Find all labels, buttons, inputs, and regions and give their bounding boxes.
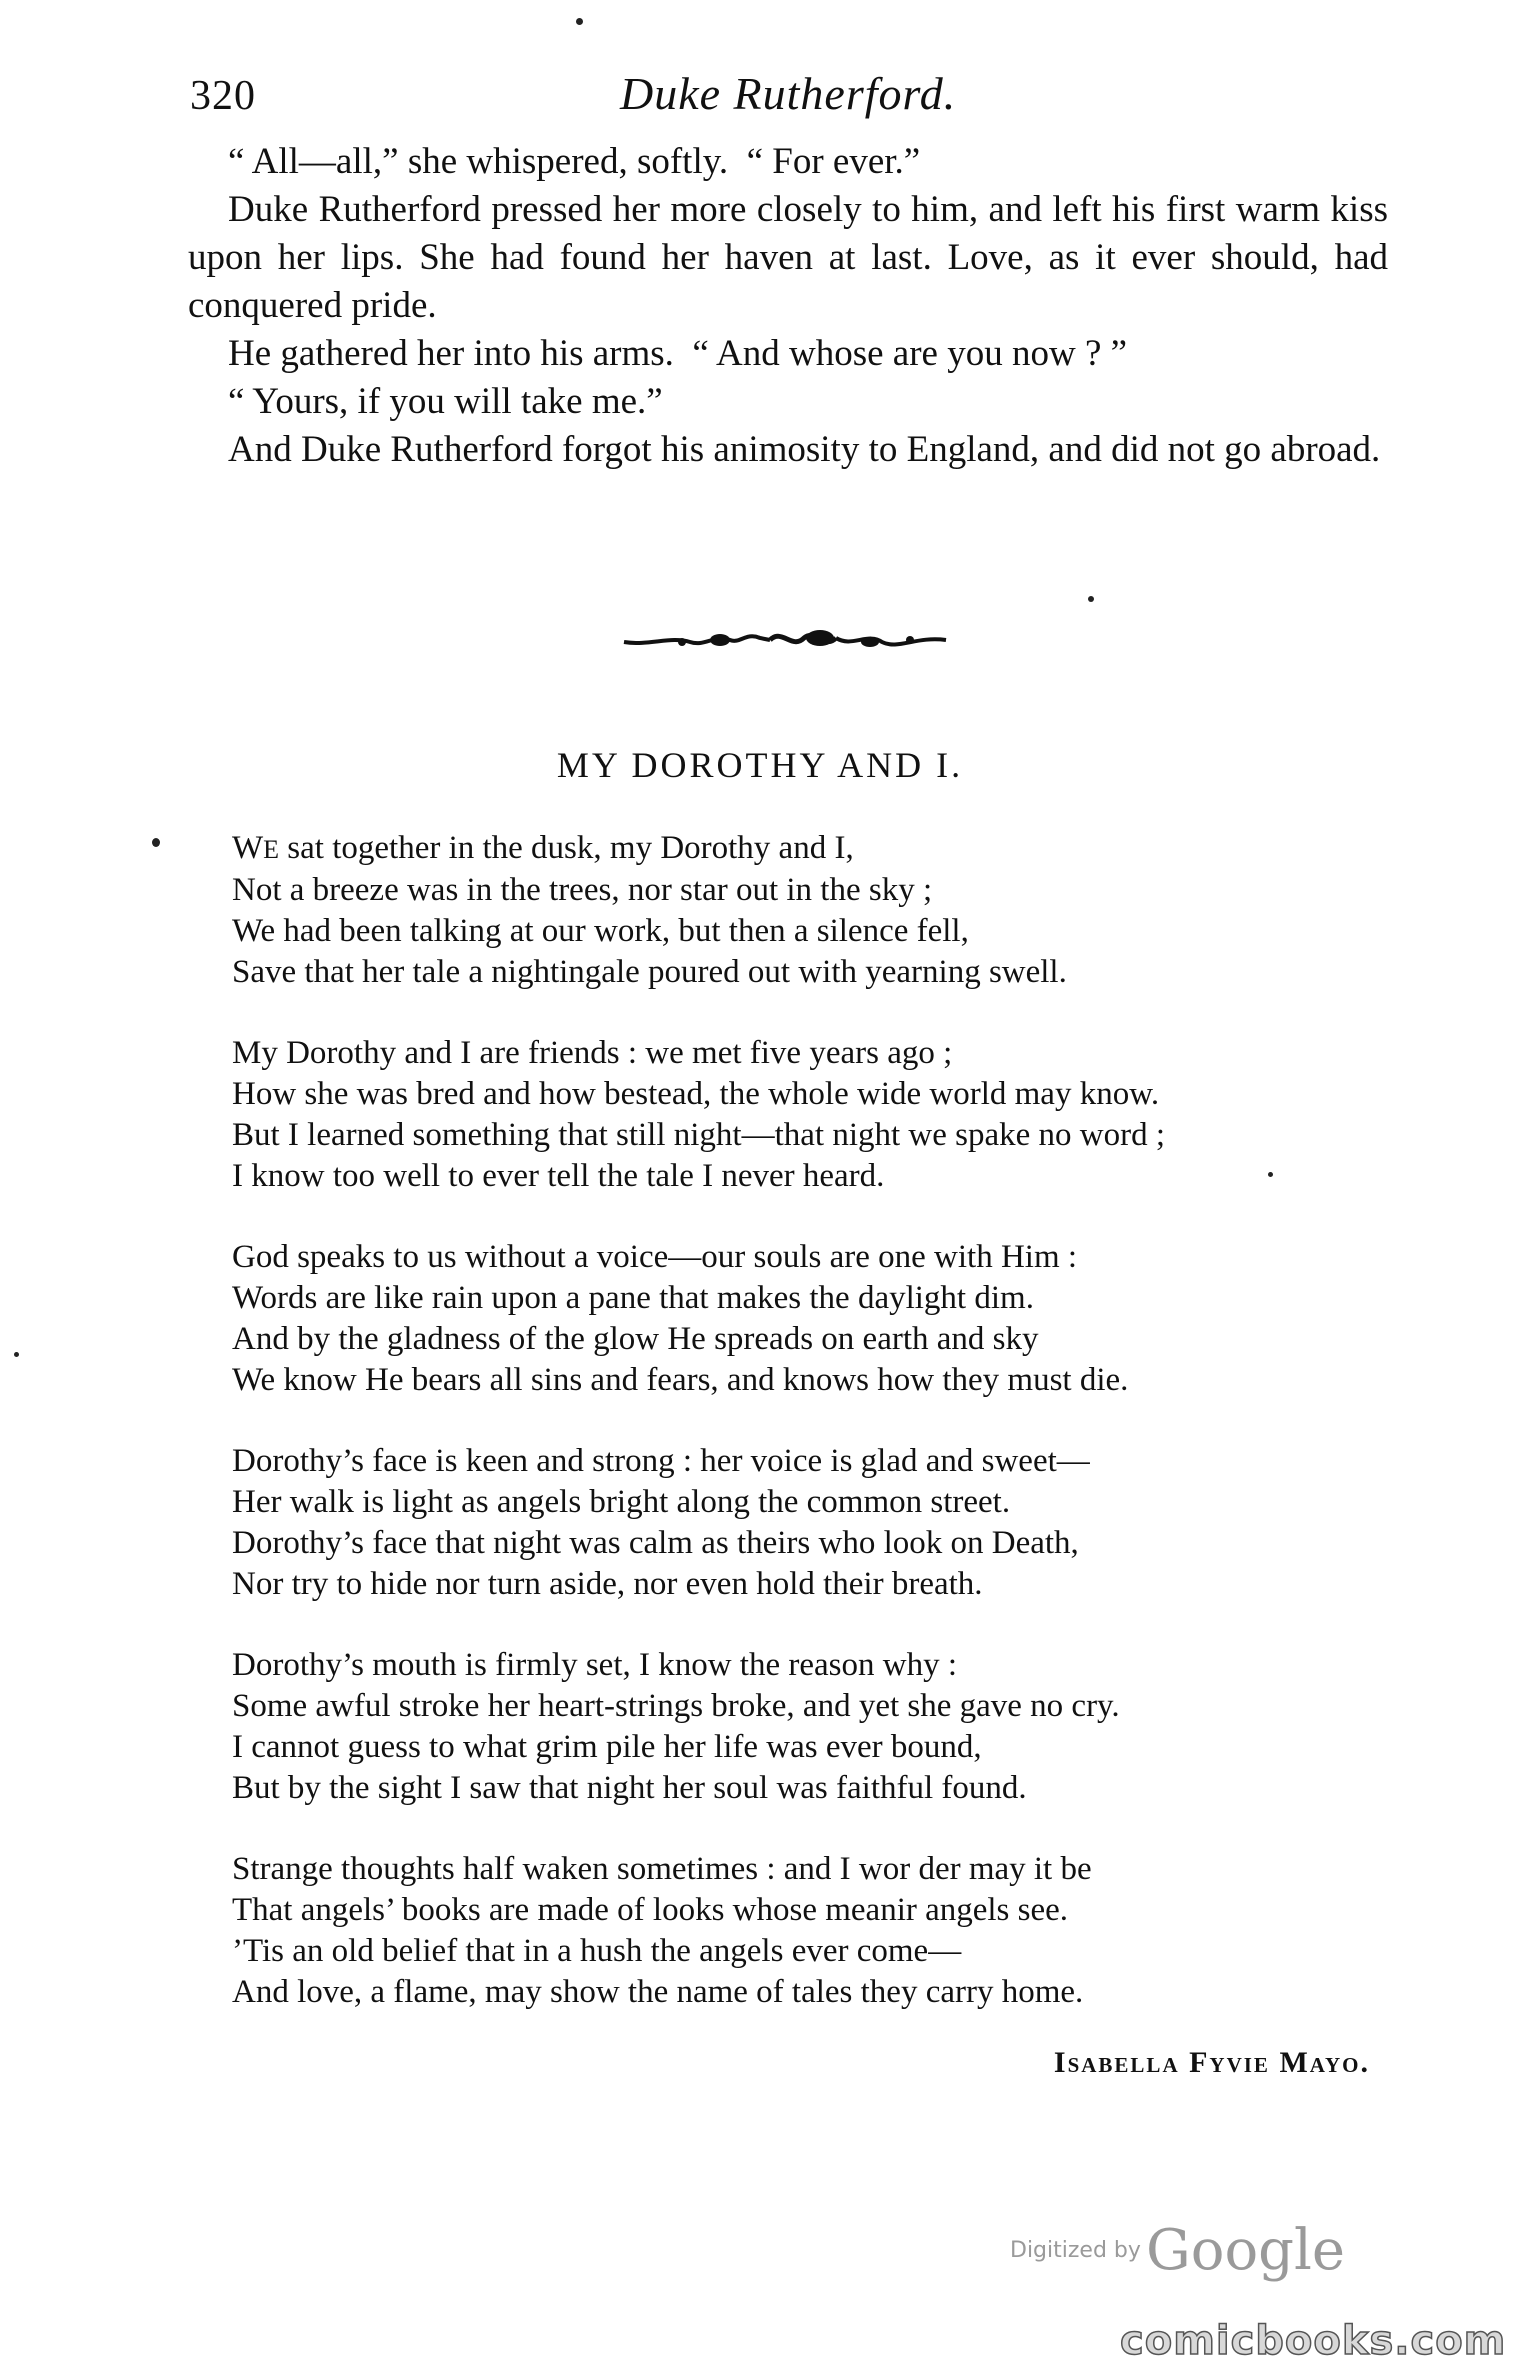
- digitized-by-google: [1010, 2218, 1345, 2283]
- poem-line: Dorothy’s face is keen and strong : her voice is glad and sweet—: [232, 1443, 1090, 1479]
- ink-speck: [14, 1352, 19, 1357]
- poem-stanza: [232, 828, 1352, 993]
- poem-body: [232, 828, 1352, 2053]
- poem-line: Words are like rain upon a pane that makes the daylight dim.: [232, 1280, 1034, 1316]
- ink-speck: [152, 838, 160, 847]
- ink-speck: [1268, 1172, 1273, 1177]
- prose-paragraph: And Duke Rutherford forgot his animosity to England, and did not go abroad.: [228, 429, 1381, 470]
- poem-line: And love, a flame, may show the name of tales they carry home.: [232, 1974, 1084, 2010]
- initial-smallcap: E: [263, 835, 280, 864]
- page-header: [190, 62, 1390, 142]
- poem-line: God speaks to us without a voice—our souls are one with Him :: [232, 1239, 1078, 1275]
- first-line-text: sat together in the dusk, my Dorothy and I,: [279, 830, 854, 866]
- poem-line: Dorothy’s face that night was calm as theirs who look on Death,: [232, 1525, 1079, 1561]
- poem-stanza: [232, 1849, 1352, 2013]
- poem-stanza: [232, 1441, 1352, 1605]
- ornament-divider-icon: [620, 620, 950, 660]
- initial-letter: W: [232, 830, 264, 866]
- poem-line: And by the gladness of the glow He spreads on earth and sky: [232, 1321, 1039, 1357]
- poem-line: But I learned something that still night—that night we spake no word ;: [232, 1117, 1166, 1153]
- poem-line: Not a breeze was in the trees, nor star out in the sky ;: [232, 872, 933, 908]
- poem-stanza: [232, 1645, 1352, 1809]
- poem-line: My Dorothy and I are friends : we met five years ago ;: [232, 1035, 953, 1071]
- prose-paragraph: Duke Rutherford pressed her more closely to him, and left his first warm kiss upon her lips. She had found her haven at last. Love, as it ever should, had conquered pride.: [188, 189, 1388, 326]
- poem-line: That angels’ books are made of looks whose meanir angels see.: [232, 1892, 1069, 1928]
- poem-line: Dorothy’s mouth is firmly set, I know the reason why :: [232, 1647, 958, 1683]
- poem-stanza: [232, 1033, 1352, 1197]
- poem-line: ’Tis an old belief that in a hush the angels ever come—: [232, 1933, 962, 1969]
- poem-line: Strange thoughts half waken sometimes : and I wor der may it be: [232, 1851, 1092, 1887]
- page-number: 320: [190, 73, 256, 119]
- prose-paragraph: “ All—all,” she whispered, softly. “ For ever.”: [228, 141, 921, 182]
- ink-speck: [576, 18, 583, 25]
- poem-line: Save that her tale a nightingale poured out with yearning swell.: [232, 954, 1067, 990]
- poem-line: I cannot guess to what grim pile her life was ever bound,: [232, 1729, 982, 1765]
- poem-stanza: [232, 1237, 1352, 1401]
- poem-line: [232, 828, 1352, 870]
- digitized-by-label: Digitized by: [1010, 2238, 1141, 2263]
- prose-paragraph: “ Yours, if you will take me.”: [228, 381, 663, 422]
- poem-line: Nor try to hide nor turn aside, nor even hold their breath.: [232, 1566, 983, 1602]
- poem-line: Her walk is light as angels bright along the common street.: [232, 1484, 1011, 1520]
- running-title: Duke Rutherford.: [620, 68, 957, 119]
- poem-line: Some awful stroke her heart-strings broke, and yet she gave no cry.: [232, 1688, 1120, 1724]
- poem-line: We had been talking at our work, but then a silence fell,: [232, 913, 969, 949]
- site-watermark: comicbooks.com: [1120, 2318, 1507, 2364]
- author-signature: Isabella Fyvie Mayo.: [1053, 2046, 1370, 2079]
- story-ending: [188, 138, 1388, 474]
- prose-paragraph: He gathered her into his arms. “ And whose are you now ? ”: [228, 333, 1128, 374]
- google-logo: Google: [1146, 2218, 1346, 2283]
- poem-title: MY DOROTHY AND I.: [556, 745, 964, 785]
- poem-line: We know He bears all sins and fears, and knows how they must die.: [232, 1362, 1129, 1398]
- poem-line: But by the sight I saw that night her soul was faithful found.: [232, 1770, 1027, 1806]
- poem-line: I know too well to ever tell the tale I never heard.: [232, 1158, 885, 1194]
- ink-speck: [1088, 596, 1094, 602]
- poem-line: How she was bred and how bestead, the whole wide world may know.: [232, 1076, 1160, 1112]
